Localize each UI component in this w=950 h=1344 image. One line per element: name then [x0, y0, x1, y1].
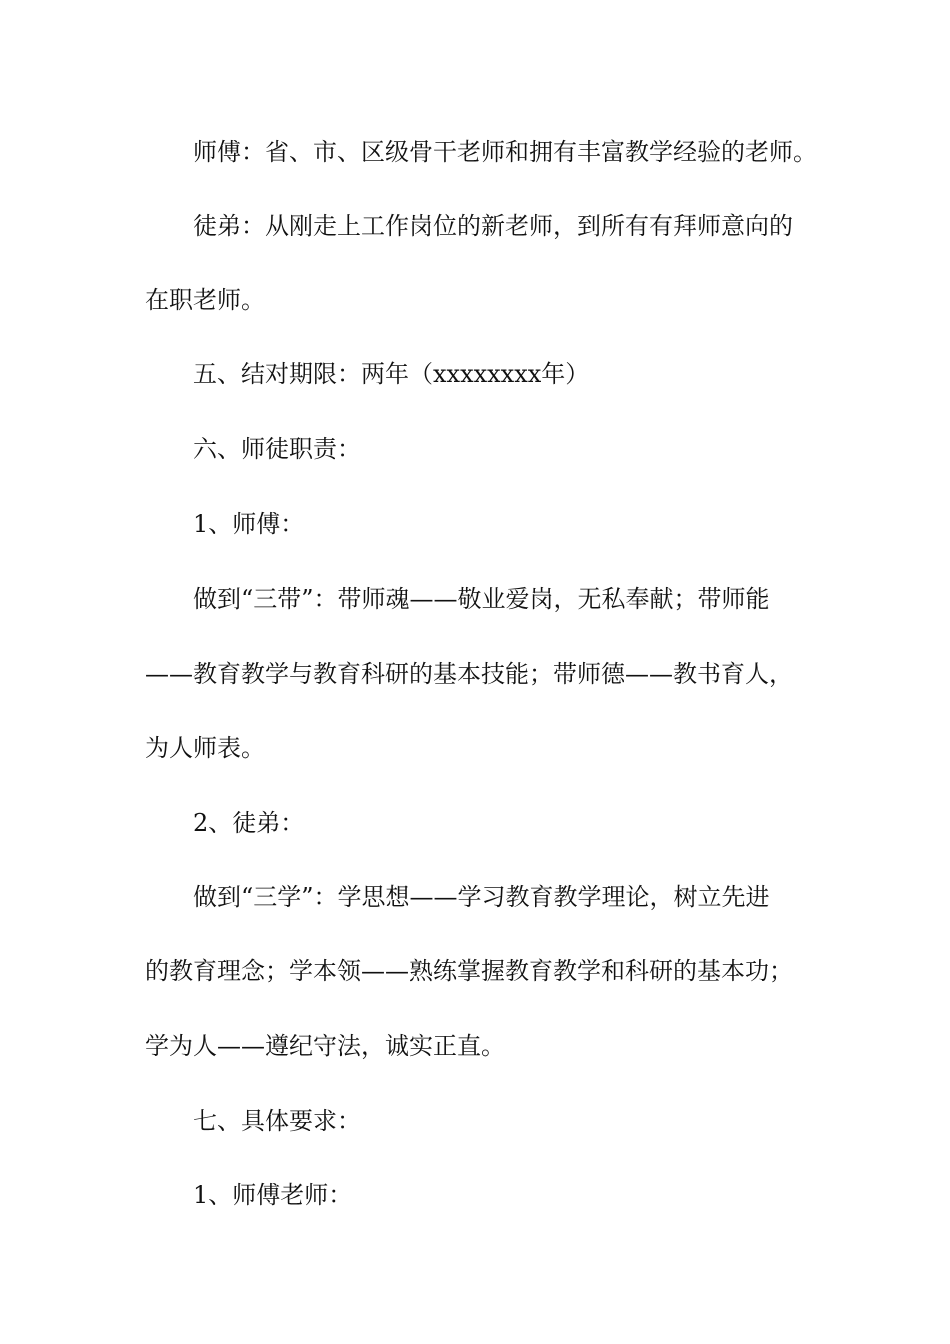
subheading-apprentice: 2、徒弟： [193, 809, 305, 837]
heading-duties: 六、师徒职责： [193, 435, 361, 463]
paragraph-apprentice-definition: 徒弟：从刚走上工作岗位的新老师，到所有有拜师意向的 [193, 212, 793, 240]
paragraph-apprentice-duties-cont-2: 学为人——遵纪守法，诚实正直。 [145, 1032, 505, 1060]
heading-requirements: 七、具体要求： [193, 1107, 361, 1135]
paragraph-mentor-duties-cont-2: 为人师表。 [145, 734, 265, 762]
paragraph-apprentice-duties: 做到“三学”：学思想——学习教育教学理论，树立先进 [193, 883, 770, 911]
heading-pairing-period: 五、结对期限：两年（xxxxxxxx年） [193, 360, 590, 388]
paragraph-mentor-duties: 做到“三带”：带师魂——敬业爱岗，无私奉献；带师能 [193, 585, 770, 613]
subheading-mentor: 1、师傅： [193, 510, 305, 538]
subheading-mentor-teacher: 1、师傅老师： [193, 1181, 353, 1209]
paragraph-apprentice-duties-cont-1: 的教育理念；学本领——熟练掌握教育教学和科研的基本功； [145, 957, 793, 985]
paragraph-mentor-definition: 师傅：省、市、区级骨干老师和拥有丰富教学经验的老师。 [193, 138, 817, 166]
paragraph-mentor-duties-cont-1: ——教育教学与教育科研的基本技能；带师德——教书育人， [145, 660, 793, 688]
paragraph-apprentice-definition-cont: 在职老师。 [145, 286, 265, 314]
